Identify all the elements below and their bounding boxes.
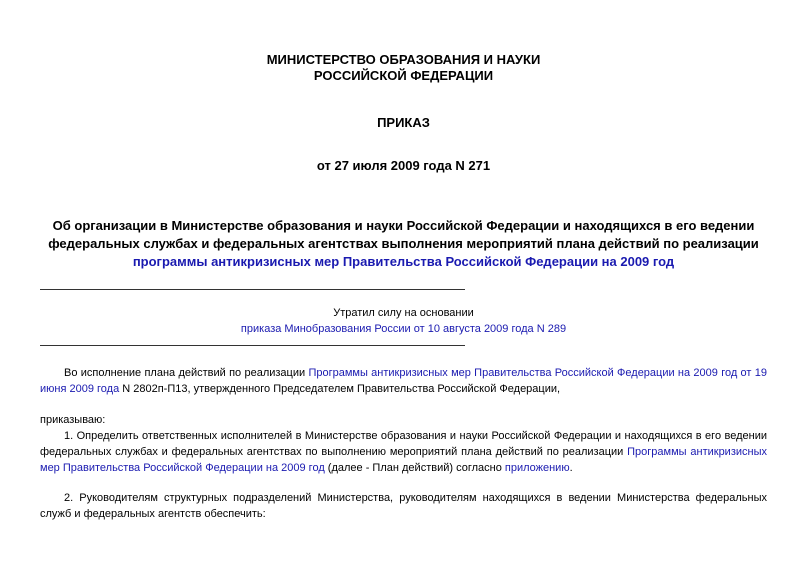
document-date-number: от 27 июля 2009 года N 271 [316, 158, 491, 173]
preamble-lead-text: Во исполнение плана действий по реализации [64, 367, 309, 379]
title-line1: Об организации в Министерстве образования и науки Российской Федерации и находящихся в его ведении [52, 218, 755, 233]
preamble-tail-text: N 2802п-П13, утвержденного Председателем Правительства Российской Федерации, [119, 383, 561, 395]
document-title [40, 217, 767, 271]
paragraph-item-1 [40, 428, 767, 476]
status-note-text: Утратил силу на основании [333, 307, 474, 319]
bottom-divider [40, 345, 465, 346]
anticrisis-program-link[interactable]: Программы антикризисных мер Правительства Российской Федерации на 2009 год от 19 июня 2009 года [40, 367, 767, 395]
item1-program-link[interactable]: Программы антикризисных мер Правительства Российской Федерации на 2009 год [40, 446, 767, 474]
ministry-name-line2: РОССИЙСКОЙ ФЕДЕРАЦИИ [313, 68, 494, 83]
title-line2: федеральных службах и федеральных агентствах выполнения мероприятий плана действий по реализации [48, 236, 759, 251]
repeal-order-link[interactable]: приказа Минобразования России от 10 августа 2009 года N 289 [240, 323, 567, 335]
item1-tail-text: . [569, 462, 573, 474]
paragraph-preamble [40, 365, 767, 397]
appendix-link[interactable]: приложению [504, 462, 570, 474]
paragraph-item-2: 2. Руководителям структурных подразделений Министерства, руководителям находящихся в ведении Министерства федеральных служб и федеральных агентств обеспечить: [40, 492, 767, 520]
top-divider [40, 289, 465, 290]
item1-lead-text: 1. Определить ответственных исполнителей в Министерстве образования и науки Российской Федерации и находящихся в его ведении федеральных службах и федеральных агентствах по выполнению мероприятий плана действий по реализации [40, 430, 767, 458]
title-program-link[interactable]: программы антикризисных мер Правительства Российской Федерации на 2009 год [132, 254, 675, 269]
item1-mid-text: (далее - План действий) согласно [324, 462, 505, 474]
order-word: приказываю: [40, 414, 106, 426]
document-type: ПРИКАЗ [377, 115, 430, 130]
ministry-name-line1: МИНИСТЕРСТВО ОБРАЗОВАНИЯ И НАУКИ [266, 52, 541, 67]
